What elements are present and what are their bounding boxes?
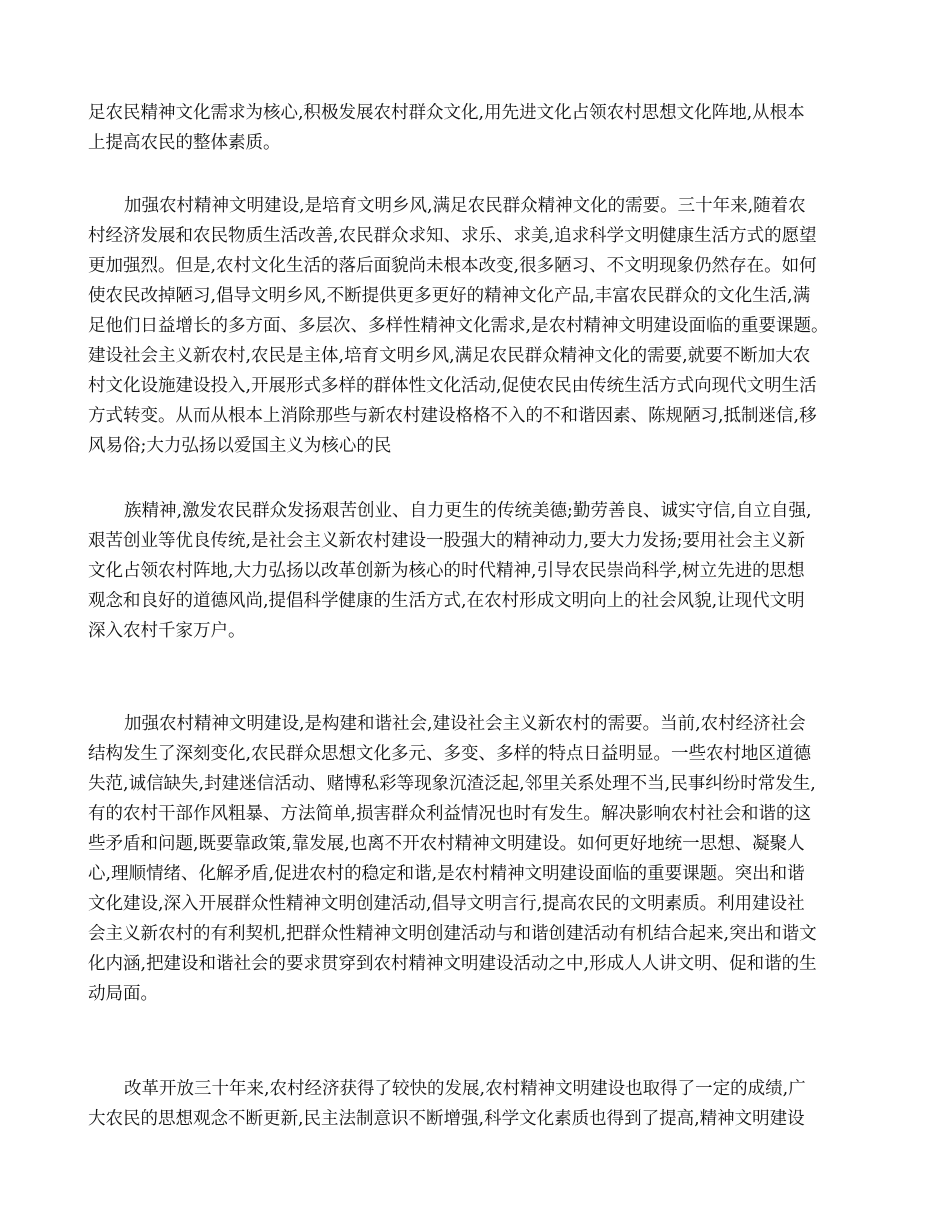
text-line: 加强农村精神文明建设,是培育文明乡风,满足农民群众精神文化的需要。三十年来,随着农: [124, 196, 806, 216]
text-line: 失范,诚信缺失,封建迷信活动、赌博私彩等现象沉渣泛起,邻里关系处理不当,民事纠纷时常发生,: [88, 774, 816, 794]
text-line: 方式转变。从而从根本上消除那些与新农村建设格格不入的不和谐因素、陈规陋习,抵制迷信,移: [88, 406, 817, 426]
text-line: 大农民的思想观念不断更新,民主法制意识不断增强,科学文化素质也得到了提高,精神文明建设: [88, 1109, 805, 1129]
paragraph-1: [88, 98, 878, 158]
text-line: 足农民精神文化需求为核心,积极发展农村群众文化,用先进文化占领农村思想文化阵地,从根本: [88, 103, 805, 123]
text-line: 村文化设施建设投入,开展形式多样的群体性文化活动,促使农民由传统生活方式向现代文明生活: [88, 376, 817, 396]
text-line: 有的农村干部作风粗暴、方法简单,损害群众利益情况也时有发生。解决影响农村社会和谐的这: [88, 804, 812, 824]
text-line: 观念和良好的道德风尚,提倡科学健康的生活方式,在农村形成文明向上的社会风貌,让现代文明: [88, 591, 805, 611]
text-line: 上提高农民的整体素质。: [88, 133, 281, 153]
text-line: 动局面。: [88, 984, 158, 1004]
text-line: 化内涵,把建设和谐社会的要求贯穿到农村精神文明建设活动之中,形成人人讲文明、促和谐的生: [88, 954, 817, 974]
text-line: 使农民改掉陋习,倡导文明乡风,不断提供更多更好的精神文化产品,丰富农民群众的文化生活,满: [88, 286, 811, 306]
paragraph-5: [88, 1074, 878, 1134]
paragraph-4: [88, 709, 878, 1009]
text-line: 加强农村精神文明建设,是构建和谐社会,建设社会主义新农村的需要。当前,农村经济社会: [124, 714, 806, 734]
text-line: 文化占领农村阵地,大力弘扬以改革创新为核心的时代精神,引导农民崇尚科学,树立先进的思想: [88, 561, 805, 581]
paragraph-3: [88, 496, 878, 646]
text-line: 村经济发展和农民物质生活改善,农民群众求知、求乐、求美,追求科学文明健康生活方式的愿望: [88, 226, 817, 246]
paragraph-2: [88, 191, 878, 461]
text-line: 深入农村千家万户。: [88, 621, 246, 641]
text-line: 风易俗;大力弘扬以爱国主义为核心的民: [88, 436, 392, 456]
text-line: 文化建设,深入开展群众性精神文明创建活动,倡导文明言行,提高农民的文明素质。利用建设社: [88, 894, 805, 914]
text-line: 足他们日益增长的多方面、多层次、多样性精神文化需求,是农村精神文明建设面临的重要课题。: [88, 316, 829, 336]
text-line: 建设社会主义新农村,农民是主体,培育文明乡风,满足农民群众精神文化的需要,就要不断加大农: [88, 346, 811, 366]
text-line: 心,理顺情绪、化解矛盾,促进农村的稳定和谐,是农村精神文明建设面临的重要课题。突出和谐: [88, 864, 805, 884]
text-line: 结构发生了深刻变化,农民群众思想文化多元、多变、多样的特点日益明显。一些农村地区道德: [88, 744, 812, 764]
text-line: 会主义新农村的有利契机,把群众性精神文明创建活动与和谐创建活动有机结合起来,突出和谐文: [88, 924, 817, 944]
text-line: 些矛盾和问题,既要靠政策,靠发展,也离不开农村精神文明建设。如何更好地统一思想、凝聚人: [88, 834, 805, 854]
text-line: 更加强烈。但是,农村文化生活的落后面貌尚未根本改变,很多陋习、不文明现象仍然存在。如何: [88, 256, 817, 276]
text-line: 族精神,激发农民群众发扬艰苦创业、自力更生的传统美德;勤劳善良、诚实守信,自立自强,: [124, 501, 812, 521]
text-line: 艰苦创业等优良传统,是社会主义新农村建设一股强大的精神动力,要大力发扬;要用社会主义新: [88, 531, 806, 551]
text-line: 改革开放三十年来,农村经济获得了较快的发展,农村精神文明建设也取得了一定的成绩,广: [124, 1079, 806, 1099]
